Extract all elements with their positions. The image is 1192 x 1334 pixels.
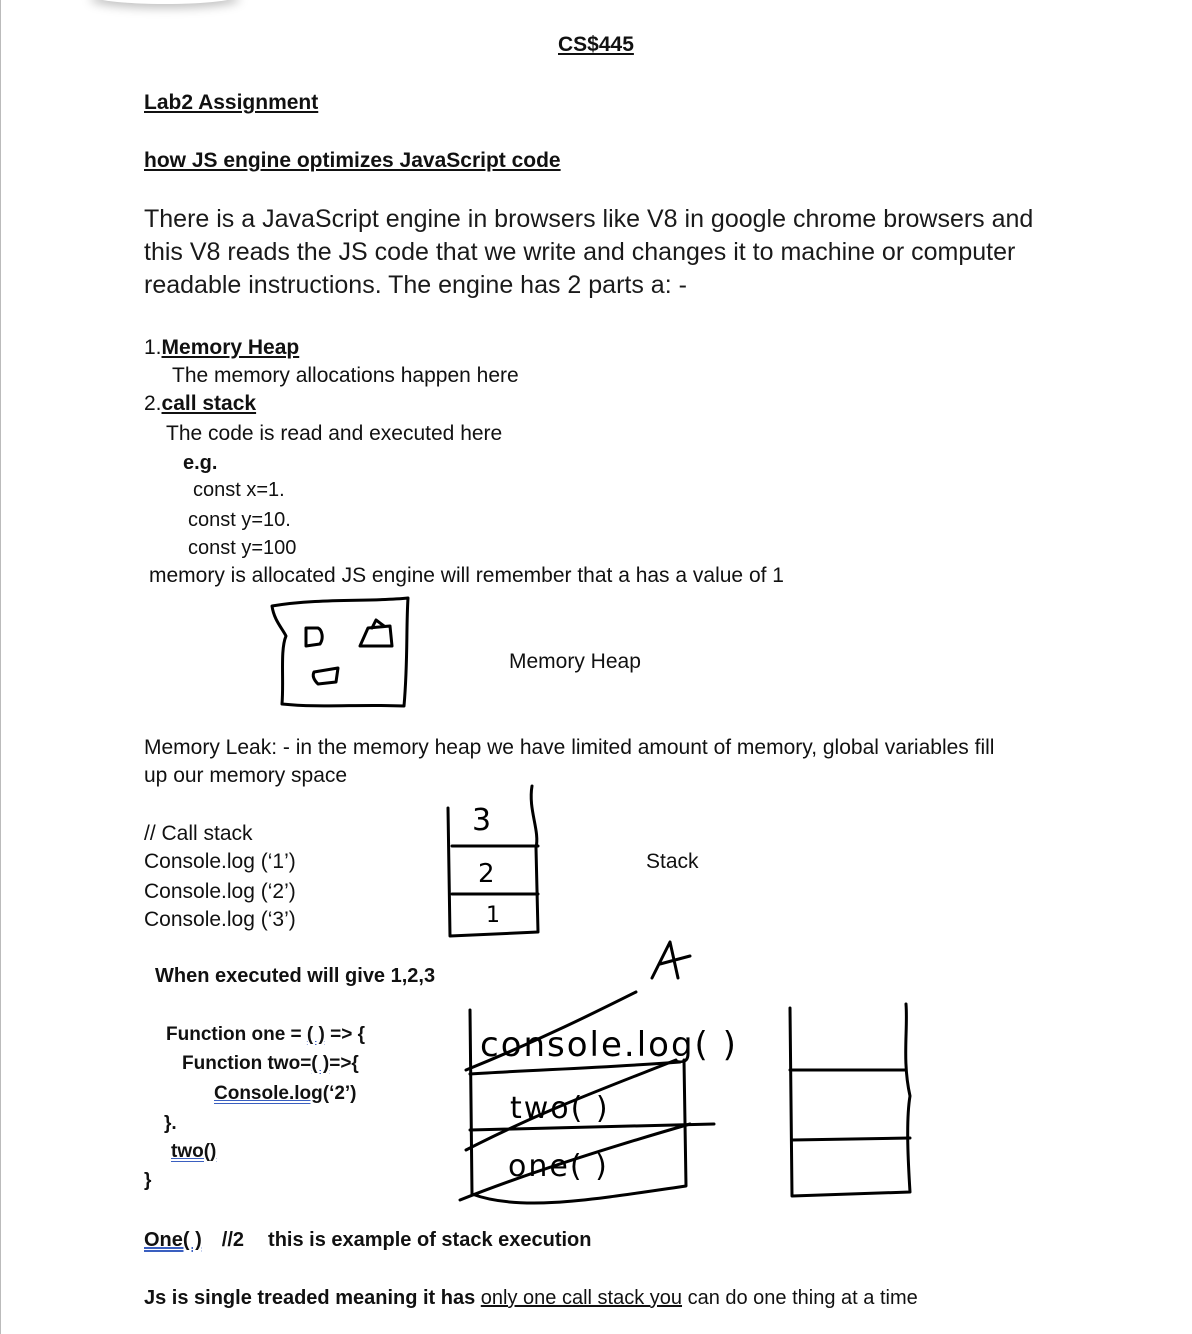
stack-num-2: 2 [478, 859, 495, 889]
empty-stack-sketch [790, 1004, 910, 1196]
document-title: Lab2 Assignment [144, 91, 319, 114]
function-one-text: Function one = [166, 1024, 307, 1045]
conclusion-part-3: can do one thing at a time [682, 1287, 918, 1309]
function-line-4: }. [164, 1113, 177, 1134]
example-call: One( ) [144, 1229, 202, 1251]
example-note: memory is allocated JS engine will remember that a has a value of 1 [149, 564, 784, 587]
function-two-parens: ( ) [311, 1053, 330, 1074]
frame-one: one( ) [508, 1149, 609, 1184]
function-line-5: two() [171, 1141, 217, 1162]
call-stack-comment: // Call stack [144, 822, 253, 845]
call-stack-sketch [460, 942, 738, 1203]
memory-heap-label: Memory Heap [509, 650, 641, 673]
memory-leak-line-2: up our memory space [144, 764, 348, 787]
conclusion-part-2: only one call stack you [480, 1287, 683, 1309]
example-label: e.g. [183, 452, 218, 474]
part-2-number: 2. [144, 392, 162, 415]
document-subtitle: how JS engine optimizes JavaScript code [144, 149, 561, 172]
course-code: CS$445 [558, 33, 634, 56]
example-line-2: const y=10. [188, 509, 291, 531]
example-comment: //2 [221, 1229, 245, 1251]
executed-result: When executed will give 1,2,3 [155, 965, 436, 987]
function-one-parens: ( ) [306, 1024, 325, 1045]
memory-heap-sketch [272, 598, 408, 706]
function-two-text: Function two= [182, 1053, 312, 1074]
stack-label: Stack [646, 850, 699, 873]
memory-leak-line-1: Memory Leak: - in the memory heap we have limited amount of memory, global variables fill [144, 736, 995, 759]
part-1-name: Memory Heap [161, 336, 300, 359]
function-console-log: Console.log( [214, 1083, 330, 1104]
function-two-arrow: =>{ [329, 1053, 359, 1074]
number-stack-sketch [448, 786, 538, 936]
stack-num-1: 1 [486, 903, 500, 928]
intro-paragraph: There is a JavaScript engine in browsers like V8 in google chrome browsers and this V8 reads the JS code that we write and changes it to machine or computer readable instructions. The engine has 2 parts a: - [144, 205, 1034, 299]
function-console-arg: ‘2’) [329, 1083, 357, 1104]
part-2-name: call stack [161, 392, 257, 415]
example-description: this is example of stack execution [268, 1229, 592, 1251]
call-stack-line-1: Console.log (‘1’) [144, 850, 296, 873]
part-1-number: 1. [144, 336, 162, 359]
frame-console-log: console.log( ) [480, 1025, 738, 1065]
part-1-description: The memory allocations happen here [172, 364, 519, 387]
call-stack-line-2: Console.log (‘2’) [144, 880, 296, 903]
function-line-6: } [144, 1170, 152, 1191]
example-line-1: const x=1. [193, 479, 285, 501]
example-line-3: const y=100 [188, 537, 297, 559]
stack-num-3: 3 [472, 803, 492, 838]
call-stack-line-3: Console.log (‘3’) [144, 908, 296, 931]
conclusion-part-1: Js is single treaded meaning it has [144, 1287, 481, 1309]
function-one-arrow: => { [324, 1024, 366, 1045]
part-2-description: The code is read and executed here [166, 422, 503, 445]
frame-two: two( ) [510, 1091, 610, 1126]
